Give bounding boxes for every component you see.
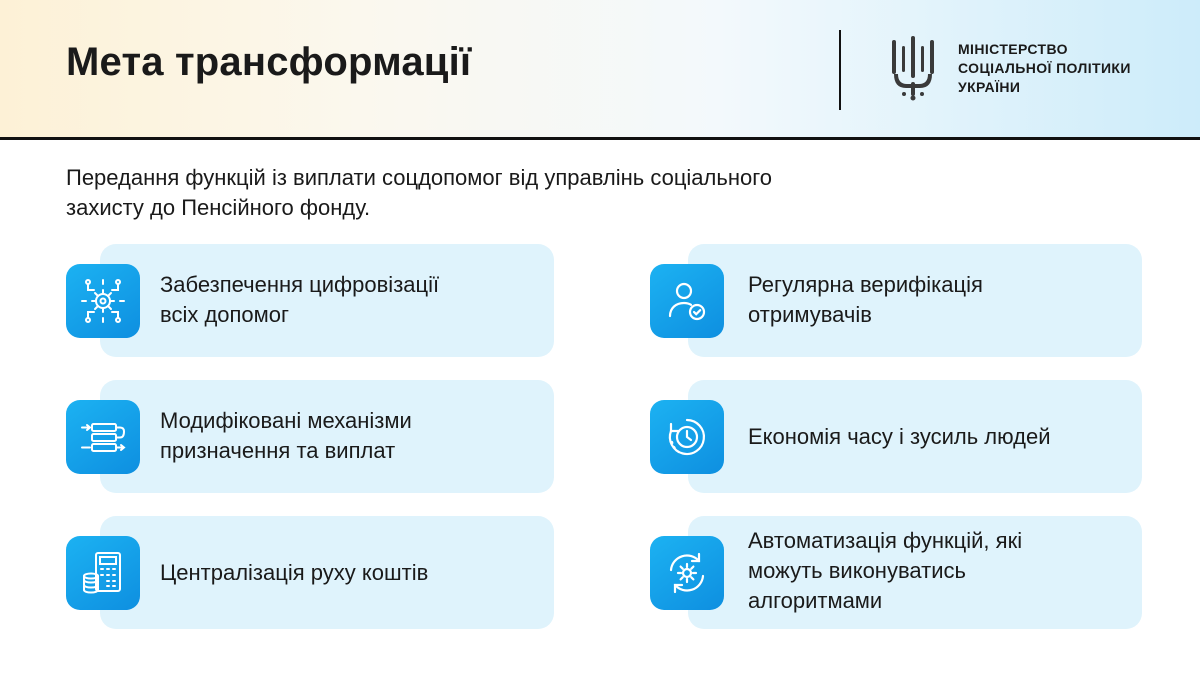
intro-text <box>66 163 966 223</box>
intro-line: захисту до Пенсійного фонду. <box>66 195 371 220</box>
ministry-line: УКРАЇНИ <box>958 79 1021 95</box>
page-title: Мета трансформації <box>66 40 472 84</box>
card-label-line: призначення та виплат <box>160 438 396 463</box>
card-label-line: можуть виконуватись <box>748 558 966 583</box>
vertical-divider <box>839 30 841 110</box>
trident-emblem-icon <box>890 36 936 102</box>
ministry-line: МІНІСТЕРСТВО <box>958 41 1068 57</box>
card-label-line: алгоритмами <box>748 588 883 613</box>
card-label-line: отримувачів <box>748 302 872 327</box>
gear-cycle-icon <box>650 536 724 610</box>
card-label <box>748 270 983 330</box>
card-label-line: всіх допомог <box>160 302 290 327</box>
card-label-line: Централізація руху коштів <box>160 560 429 585</box>
card-label <box>160 270 439 330</box>
intro-line: Передання функцій із виплати соцдопомог від управлінь соціального <box>66 165 772 190</box>
card-label-line: Модифіковані механізми <box>160 408 412 433</box>
digital-gear-icon <box>66 264 140 338</box>
card-label-line: Забезпечення цифровізації <box>160 272 440 297</box>
card-label-line: Автоматизація функцій, які <box>748 528 1023 553</box>
card-label <box>160 558 428 588</box>
card-label-line: Регулярна верифікація <box>748 272 983 297</box>
ministry-name <box>958 40 1131 97</box>
user-verified-icon <box>650 264 724 338</box>
card-label-line: Економія часу і зусиль людей <box>748 424 1051 449</box>
process-flow-icon <box>66 400 140 474</box>
calculator-coins-icon <box>66 536 140 610</box>
card-label <box>748 422 1051 452</box>
clock-history-icon <box>650 400 724 474</box>
header-divider <box>0 137 1200 140</box>
card-label <box>748 526 1022 616</box>
card-label <box>160 406 412 466</box>
ministry-line: СОЦІАЛЬНОЇ ПОЛІТИКИ <box>958 60 1131 76</box>
